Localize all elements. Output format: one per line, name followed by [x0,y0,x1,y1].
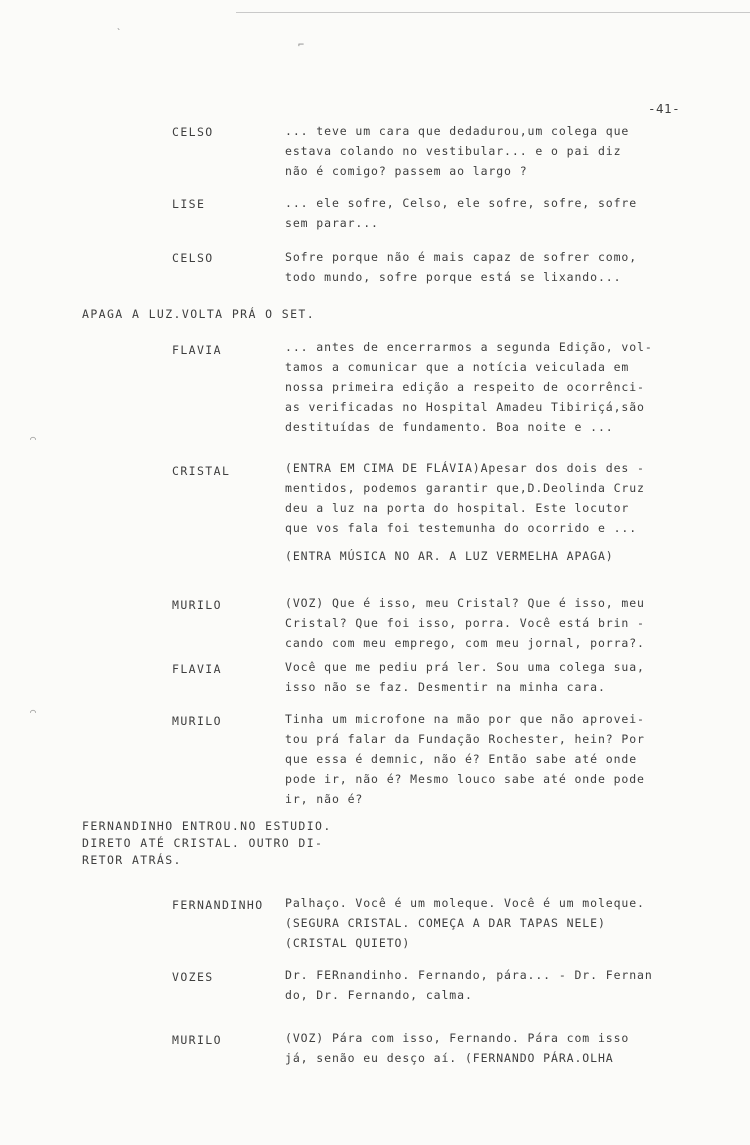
page-number: -41- [648,101,681,116]
speech-text [285,709,745,809]
speech-line: todo mundo, sofre porque está se lixando... [285,270,622,284]
speech-line: não é comigo? passem ao largo ? [285,164,528,178]
speech-line: mentidos, podemos garantir que,D.Deolinda Cruz [285,481,645,495]
speech-line: cando com meu emprego, com meu jornal, porra?. [285,636,645,650]
speech-text [285,458,745,566]
stage-direction [82,306,315,323]
speaker-name: CRISTAL [172,464,231,478]
speaker-name: FLAVIA [172,343,222,357]
speech-text [285,1028,745,1068]
speech-line: Cristal? Que foi isso, porra. Você está brin - [285,616,645,630]
speech-line: (CRISTAL QUIETO) [285,936,411,950]
speech-text [285,247,745,287]
speech-line: ir, não é? [285,792,364,806]
speech-line: tou prá falar da Fundação Rochester, hein? Por [285,732,645,746]
speech-line: Tinha um microfone na mão por que não aprovei- [285,712,645,726]
speech-text [285,965,745,1005]
speech-line: que essa é demnic, não é? Então sabe até onde [285,752,638,766]
speech-text [285,337,745,437]
speaker-name: LISE [172,197,206,211]
speech-line: sem parar... [285,216,379,230]
speaker-name: FLAVIA [172,662,222,676]
speech-text [285,893,745,953]
speech-text [285,121,745,181]
speech-line: ... teve um cara que dedadurou,um colega que [285,124,630,138]
speech-line: (SEGURA CRISTAL. COMEÇA A DAR TAPAS NELE) [285,916,606,930]
direction-line: APAGA A LUZ.VOLTA PRÁ O SET. [82,307,316,321]
speech-line: isso não se faz. Desmentir na minha cara. [285,680,606,694]
speech-line: (ENTRA MÚSICA NO AR. A LUZ VERMELHA APAGA) [285,549,614,563]
speech-line: ... ele sofre, Celso, ele sofre, sofre, sofre [285,196,638,210]
speaker-name: VOZES [172,970,214,984]
speech-line: estava colando no vestibular... e o pai diz [285,144,622,158]
speech-line: as verificadas no Hospital Amadeu Tibiriçá,são [285,400,645,414]
speech-text [285,193,745,233]
speech-line: deu a luz na porta do hospital. Este locutor [285,501,630,515]
speech-line: pode ir, não é? Mesmo louco sabe até onde pode [285,772,645,786]
speech-text [285,657,745,697]
speech-line: (ENTRA EM CIMA DE FLÁVIA)Apesar dos dois des - [285,461,645,475]
direction-line: RETOR ATRÁS. [82,853,182,867]
stray-tick-mark: ⌐ [298,40,305,51]
stray-tick-mark: ` [116,28,123,39]
margin-mark: ⌒ [30,707,37,718]
top-edge-shadow [236,12,750,13]
direction-line: FERNANDINHO ENTROU.NO ESTUDIO. [82,819,332,833]
speech-line: ... antes de encerrarmos a segunda Edição, vol- [285,340,653,354]
speech-line: que vos fala foi testemunha do ocorrido e ... [285,521,638,535]
speaker-name: MURILO [172,598,222,612]
speech-line: (VOZ) Que é isso, meu Cristal? Que é isso, meu [285,596,645,610]
stage-direction [82,818,332,869]
speaker-name: MURILO [172,714,222,728]
speech-line: Você que me pediu prá ler. Sou uma colega sua, [285,660,645,674]
speaker-name: MURILO [172,1033,222,1047]
speaker-name: CELSO [172,125,214,139]
speech-line: Dr. FERnandinho. Fernando, pára... - Dr. Fernan [285,968,653,982]
speech-line: Sofre porque não é mais capaz de sofrer como, [285,250,638,264]
speech-line: do, Dr. Fernando, calma. [285,988,473,1002]
speech-line: nossa primeira edição a respeito de ocorrênci- [285,380,645,394]
speaker-name: FERNANDINHO [172,898,264,912]
direction-line: DIRETO ATÉ CRISTAL. OUTRO DI- [82,836,324,850]
margin-mark: ⌒ [30,434,37,445]
speech-line: destituídas de fundamento. Boa noite e ... [285,420,614,434]
speech-line: Palhaço. Você é um moleque. Você é um moleque. [285,896,645,910]
speech-line: (VOZ) Pára com isso, Fernando. Pára com isso [285,1031,630,1045]
speech-text [285,593,745,653]
speech-line: já, senão eu desço aí. (FERNANDO PÁRA.OLHA [285,1051,614,1065]
speaker-name: CELSO [172,251,214,265]
speech-line: tamos a comunicar que a notícia veiculada em [285,360,630,374]
